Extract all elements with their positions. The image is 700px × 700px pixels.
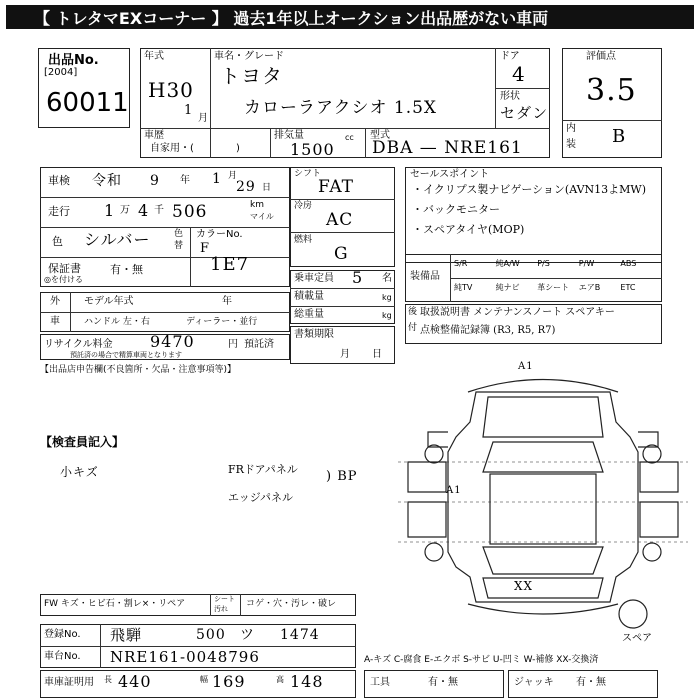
- mileage-man: 1: [104, 201, 116, 220]
- mileage-unit-km: km: [250, 200, 264, 210]
- cert-wid: 169: [212, 672, 246, 691]
- diagram-spare-label: スペア: [622, 633, 652, 644]
- foreign-year-label: 年: [222, 296, 232, 307]
- registration-number: 1474: [280, 627, 320, 643]
- diagram-mark-rear: XX: [514, 579, 534, 593]
- equipment-item: P/S: [537, 259, 550, 268]
- sales-point-2: ・バックモニター: [412, 203, 500, 216]
- inspector-note-2: FRドアパネル: [228, 463, 298, 476]
- chassis-value: NRE161-0048796: [110, 648, 260, 666]
- interior-label-1: 内: [566, 123, 576, 134]
- equipment-item: ABS: [620, 259, 637, 268]
- rear-label-1: 後: [408, 307, 418, 317]
- seller-note-title: 【出品店申告欄(不良箇所・欠品・注意事項等)】: [40, 365, 237, 375]
- equipment-label: 装備品: [410, 271, 440, 282]
- weight-label: 総重量: [294, 309, 324, 320]
- color-code-prefix: F: [200, 241, 211, 256]
- diagram-mark-left: A1: [446, 485, 462, 496]
- shape-value: セダン: [500, 104, 549, 122]
- load-label: 積載量: [294, 291, 324, 302]
- docs-label: 書類期限: [294, 329, 334, 340]
- shift-value: FAT: [318, 177, 355, 197]
- parts-row-text3: 汚れ: [214, 605, 228, 613]
- cooling-value: AC: [326, 210, 354, 230]
- cert-label: 車庫証明用: [44, 677, 94, 688]
- year-month: 1: [184, 103, 194, 118]
- displacement-unit: cc: [345, 133, 354, 142]
- recycle-label: リサイクル料金: [44, 339, 113, 350]
- inspection-era: 令和: [92, 173, 122, 189]
- mileage-value: 506: [172, 202, 208, 222]
- inspection-day-unit: 日: [262, 183, 272, 193]
- recycle-value: 9470: [150, 332, 195, 351]
- recycle-unit: 円: [228, 339, 238, 350]
- recycle-note: 預託済の場合で精算車両となります: [70, 351, 182, 359]
- header-title: 【 トレタマEXコーナー 】 過去1年以上オークション出品歴がない車両: [6, 5, 694, 29]
- equipment-item: S/R: [454, 259, 468, 268]
- shape-label: 形状: [500, 91, 520, 102]
- color-change-label-2: 替: [174, 241, 184, 251]
- docs-month-unit: 月: [340, 349, 350, 360]
- inspector-title: 【検査員記入】: [40, 435, 125, 449]
- year-era: H30: [148, 78, 194, 102]
- inspection-year-unit: 年: [180, 175, 190, 186]
- equipment-item: P/W: [578, 259, 595, 268]
- registration-region: 飛騨: [110, 626, 143, 644]
- damage-legend: A-キズ C-腐食 E-エクボ S-サビ U-凹ミ W-補修 XX-交換済: [364, 655, 599, 665]
- rear-notes-line1: 取扱説明書 メンテナンスノート スペアキー: [420, 307, 615, 318]
- history-close: ): [236, 143, 240, 154]
- equipment-item: エアB: [578, 283, 601, 292]
- mileage-sen: 4: [138, 201, 150, 220]
- mileage-sen-unit: 千: [154, 205, 164, 216]
- color-change-label-1: 色: [174, 229, 184, 239]
- shift-label: シフト: [294, 169, 322, 179]
- inspector-note-1: 小キズ: [60, 465, 99, 479]
- model-code-label: 型式: [370, 130, 390, 141]
- car-model: カローラアクシオ 1.5X: [244, 98, 438, 118]
- recycle-status: 預託済: [244, 339, 274, 350]
- equipment-item: 純A/W: [495, 259, 520, 268]
- interior-label-2: 装: [566, 139, 576, 150]
- parts-row-text1: FW キズ・ヒビ石・割レ×・リペア: [44, 599, 186, 609]
- parts-row-text4: コゲ・穴・汚レ・破レ: [246, 599, 337, 609]
- color-code: 1E7: [210, 254, 250, 275]
- lot-number: 60011: [46, 88, 129, 118]
- foreign-label-1: 外: [50, 296, 60, 307]
- name-label: 車名・グレード: [214, 51, 284, 62]
- tools-label: 工具: [370, 677, 390, 688]
- score-label: 評価点: [586, 51, 616, 62]
- jack-label: ジャッキ: [514, 677, 554, 688]
- inspection-year: 9: [150, 173, 160, 189]
- cooling-label: 冷房: [294, 201, 313, 211]
- inspection-label: 車検: [48, 174, 70, 187]
- warranty-label: 保証書: [48, 262, 81, 275]
- sales-point-1: ・イクリプス製ナビゲーション(AVN13よMW): [412, 183, 647, 196]
- interior-score: B: [612, 126, 627, 147]
- diagram-mark-front: A1: [518, 361, 534, 372]
- load-unit: kg: [382, 293, 392, 302]
- inspector-note-3: エッジパネル: [228, 491, 294, 504]
- fuel-value: G: [334, 244, 349, 264]
- year-month-unit: 月: [198, 113, 208, 124]
- car-damage-diagram: [398, 362, 688, 662]
- displacement-label: 排気量: [274, 130, 304, 141]
- history-label: 車歴: [144, 130, 164, 141]
- tools-options: 有・無: [428, 677, 458, 688]
- registration-label: 登録No.: [44, 629, 81, 640]
- year-label: 年式: [144, 51, 164, 62]
- jack-options: 有・無: [576, 677, 606, 688]
- capacity-unit: 名: [382, 273, 392, 284]
- sales-points-label: セールスポイント: [410, 169, 490, 180]
- inspection-month: 1: [212, 171, 222, 187]
- warranty-note: ◎を付ける: [44, 275, 83, 284]
- score-value: 3.5: [586, 73, 637, 108]
- equipment-item: 純TV: [454, 283, 473, 292]
- foreign-dealer: ディーラー・並行: [186, 317, 258, 327]
- color-value: シルバー: [84, 230, 151, 249]
- cert-hgt-label: 高: [276, 675, 284, 684]
- docs-day-unit: 日: [372, 349, 382, 360]
- foreign-model-year-label: モデル年式: [84, 296, 134, 307]
- displacement-value: 1500: [290, 140, 335, 159]
- model-code-value: DBA — NRE161: [372, 138, 523, 158]
- inspector-note-4: ) BP: [326, 469, 358, 484]
- parts-row-text2: シート: [214, 595, 235, 603]
- equipment-item: 革シート: [537, 283, 570, 292]
- weight-unit: kg: [382, 311, 392, 320]
- capacity-label: 乗車定員: [294, 273, 334, 284]
- rear-notes-line2: 点検整備記録簿 (R3, R5, R7): [420, 325, 556, 336]
- cert-len: 440: [118, 672, 152, 691]
- mileage-man-unit: 万: [120, 205, 130, 216]
- fuel-label: 燃料: [294, 235, 313, 245]
- capacity-value: 5: [352, 268, 364, 287]
- registration-class: 500: [196, 627, 226, 643]
- car-maker: トヨタ: [220, 64, 283, 88]
- inspection-month-unit: 月: [228, 171, 238, 181]
- registration-kana: ツ: [240, 627, 255, 643]
- history-options: 自家用・(: [150, 143, 194, 154]
- equipment-item: ETC: [620, 283, 636, 292]
- lot-sub-number: [2004]: [44, 67, 78, 78]
- rear-label-2: 付: [408, 323, 418, 333]
- chassis-label: 車台No.: [44, 651, 81, 662]
- foreign-label-2: 車: [50, 316, 60, 327]
- lot-label: 出品No.: [48, 53, 99, 68]
- inspection-day: 29: [236, 179, 256, 195]
- doors-label: ドア: [500, 51, 520, 62]
- cert-hgt: 148: [290, 672, 324, 691]
- color-label: 色: [52, 235, 63, 248]
- foreign-handle: ハンドル 左・右: [84, 317, 150, 327]
- mileage-label: 走行: [48, 205, 70, 218]
- warranty-options: 有・無: [110, 263, 143, 276]
- cert-len-label: 長: [104, 675, 112, 684]
- doors-value: 4: [512, 62, 526, 86]
- color-code-label: カラーNo.: [196, 229, 243, 240]
- equipment-item: 純ナビ: [495, 283, 520, 292]
- cert-wid-label: 幅: [200, 675, 208, 684]
- mileage-unit-mile: マイル: [250, 212, 274, 221]
- sales-point-3: ・スペアタイヤ(MOP): [412, 223, 525, 236]
